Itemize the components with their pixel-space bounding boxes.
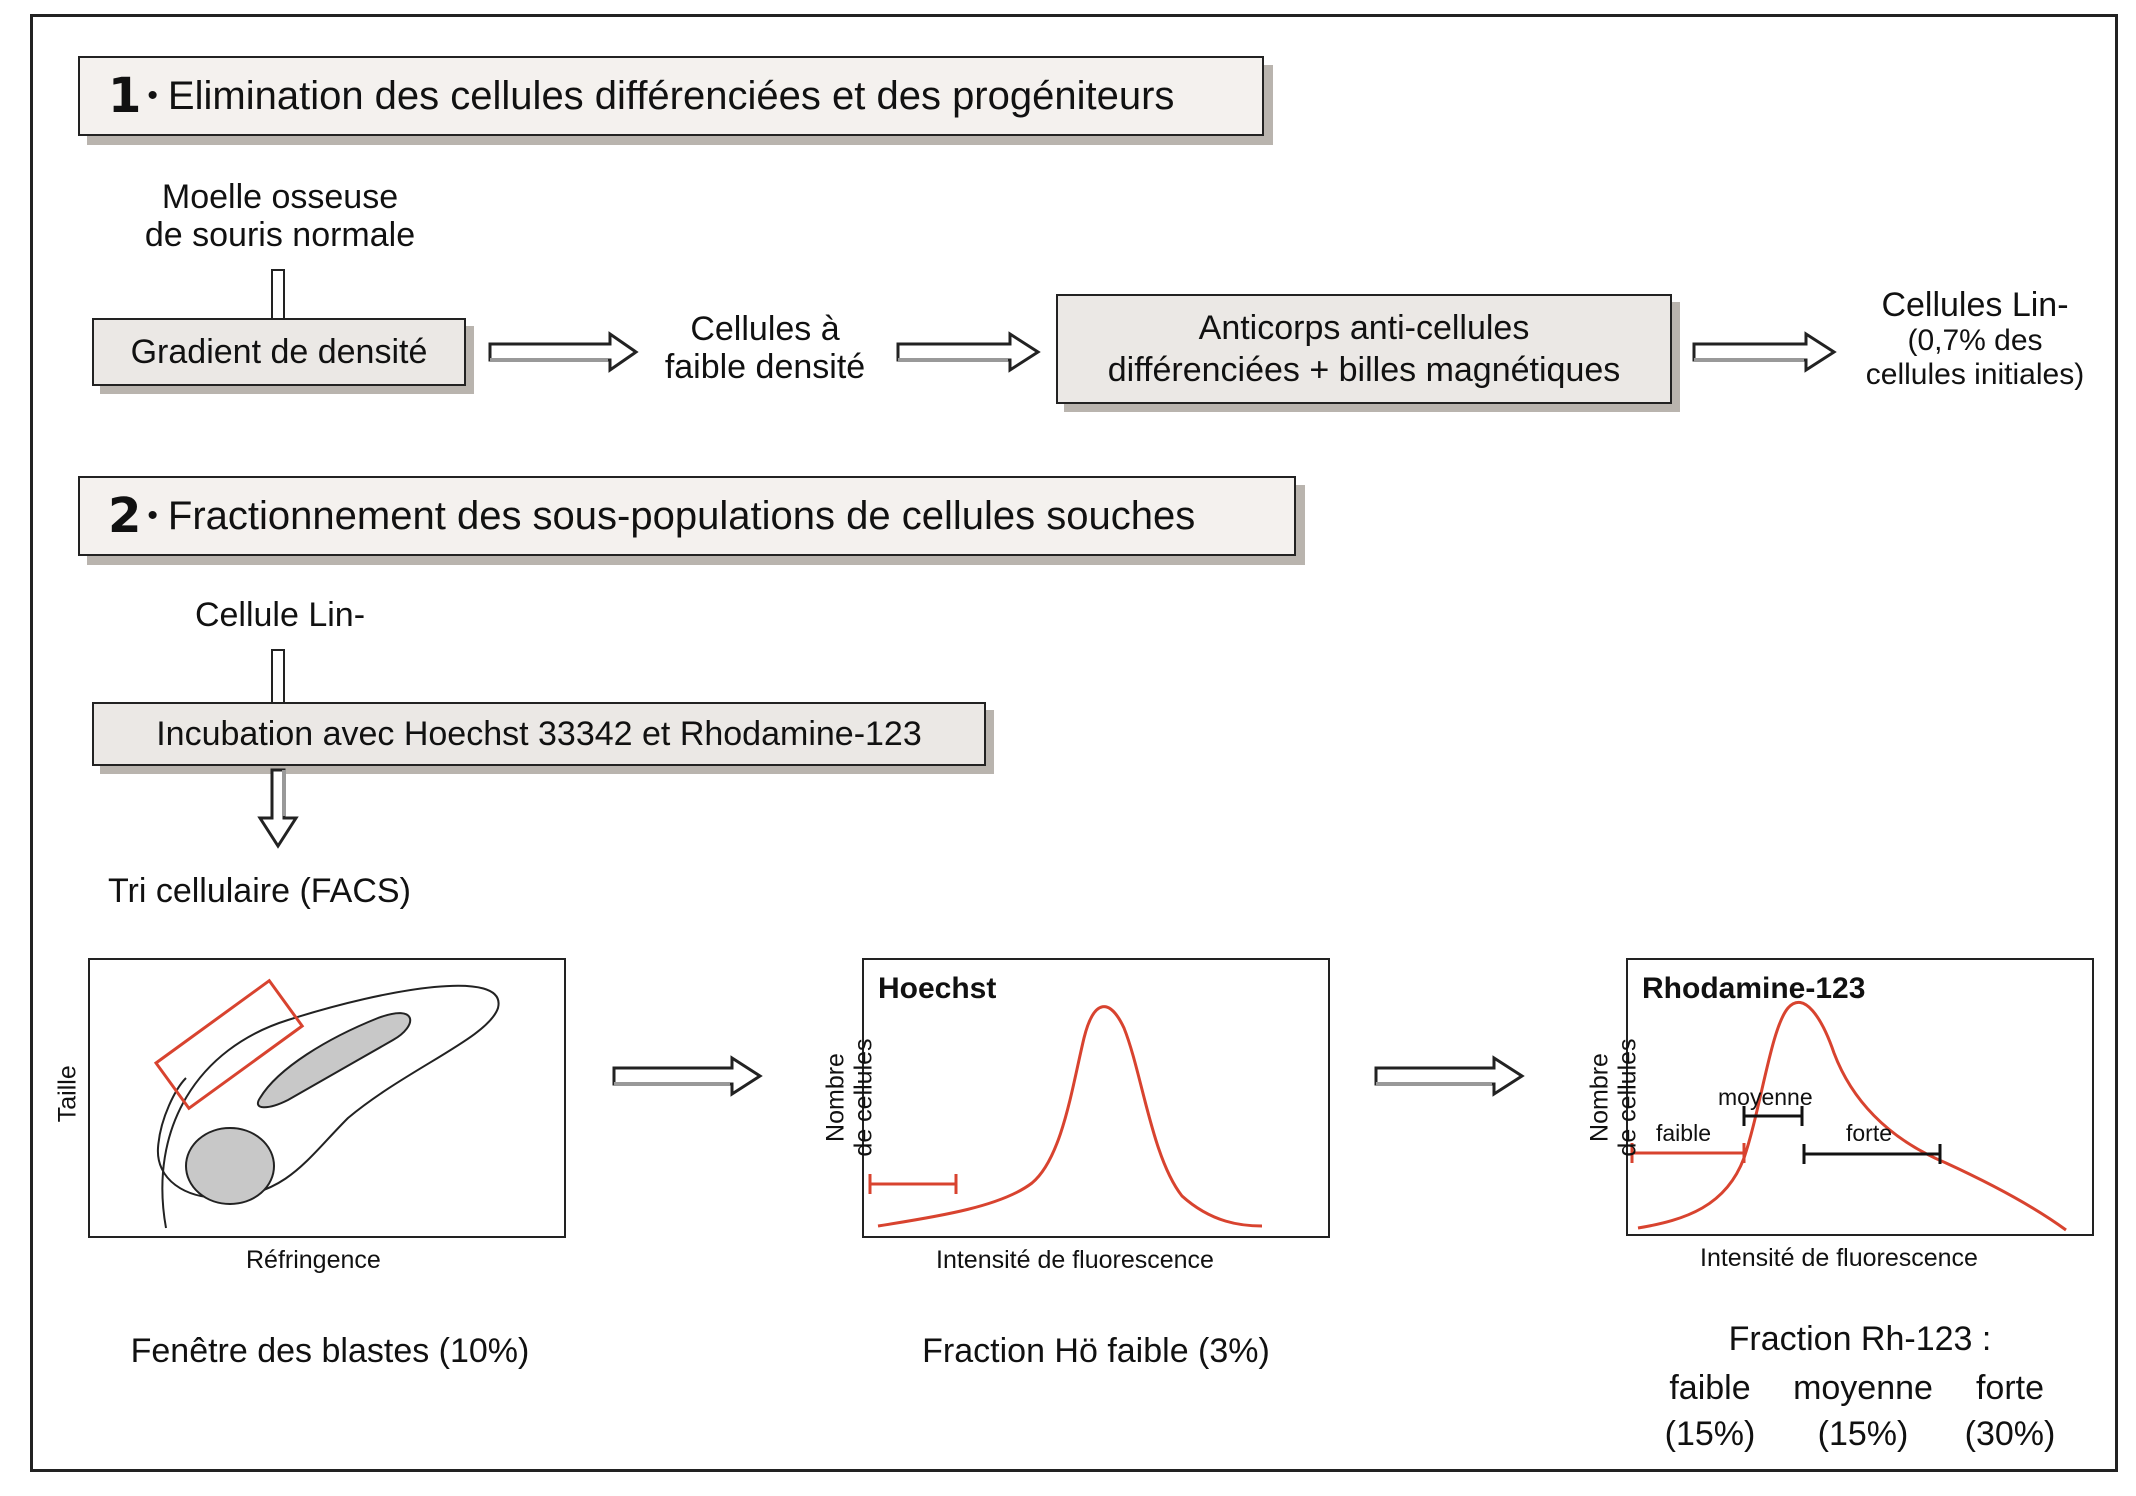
rhodamine-histogram-curve xyxy=(1638,1002,2066,1230)
hoechst-title: Hoechst xyxy=(878,972,997,1005)
hoechst-ylabel-line2: de cellules xyxy=(849,1038,877,1157)
caption-forte-value: (30%) xyxy=(1964,1414,2056,1453)
gate-forte-label: forte xyxy=(1846,1120,1893,1146)
step1-title: Elimination des cellules différenciées et des progéniteurs xyxy=(167,73,1175,118)
rhodamine-ylabel-line2: de cellules xyxy=(1613,1038,1641,1157)
bullet-dot: • xyxy=(147,499,158,532)
caption-forte-label: forte xyxy=(1975,1369,2045,1407)
rhodamine-ylabel-line1: Nombre xyxy=(1585,1053,1614,1142)
bullet-dot: • xyxy=(147,79,158,112)
antibody-line1: Anticorps anti-cellules xyxy=(1198,308,1530,347)
scatter-plot-drawing xyxy=(88,958,566,1238)
rhodamine-caption-forte xyxy=(1950,1366,2070,1458)
connector-source-to-incubation xyxy=(270,650,290,710)
rhodamine-ylabel xyxy=(1587,1028,1642,1168)
step2-title: Fractionnement des sous-populations de cellules souches xyxy=(167,493,1196,538)
rhodamine-drawing xyxy=(1626,958,2094,1236)
intermediate-line1: Cellules à xyxy=(690,310,840,348)
hoechst-ylabel-line1: Nombre xyxy=(821,1053,850,1142)
result-detail-line1: (0,7% des xyxy=(1907,324,2043,358)
lymphocyte-population xyxy=(186,1128,274,1204)
rhodamine-caption-faible xyxy=(1650,1366,1770,1458)
incubation-box xyxy=(92,702,986,766)
step2-number: 2 xyxy=(108,488,140,544)
step1-source-line1: Moelle osseuse xyxy=(161,178,399,216)
step1-source-line2: de souris normale xyxy=(144,216,416,255)
caption-faible-label: faible xyxy=(1669,1369,1751,1407)
density-gradient-box xyxy=(92,318,466,386)
blast-population xyxy=(258,1013,410,1107)
gate-forte-bar xyxy=(1804,1144,1940,1164)
arrow-right-icon xyxy=(490,332,640,372)
step1-number: 1 xyxy=(108,68,140,124)
hoechst-ylabel xyxy=(823,1028,878,1168)
antibody-beads-box xyxy=(1056,294,1672,404)
connector-source-to-box1 xyxy=(270,270,290,320)
hoechst-histogram-curve xyxy=(878,1007,1262,1226)
step1-source xyxy=(110,178,450,254)
hoechst-caption: Fraction Hö faible (3%) xyxy=(922,1332,1270,1370)
rhodamine-caption-title: Fraction Rh-123 : xyxy=(1728,1320,1992,1358)
scatter-caption: Fenêtre des blastes (10%) xyxy=(130,1332,530,1370)
arrow-right-icon xyxy=(1694,332,1844,372)
hoechst-xlabel: Intensité de fluorescence xyxy=(936,1246,1214,1274)
result-title: Cellules Lin- xyxy=(1881,286,2069,324)
intermediate-line2: faible densité xyxy=(664,348,866,387)
gate-moyenne-label: moyenne xyxy=(1718,1084,1813,1110)
facs-sort-label: Tri cellulaire (FACS) xyxy=(108,872,411,910)
lin-minus-result xyxy=(1840,286,2110,391)
arrow-right-icon xyxy=(898,332,1048,372)
arrow-right-icon xyxy=(1376,1056,1526,1096)
caption-faible-value: (15%) xyxy=(1664,1414,1756,1453)
caption-moyenne-value: (15%) xyxy=(1817,1414,1909,1453)
rhodamine-title: Rhodamine-123 xyxy=(1642,972,1866,1005)
hoechst-drawing xyxy=(862,958,1330,1238)
step2-header xyxy=(78,476,1296,556)
arrow-right-icon xyxy=(614,1056,764,1096)
rhodamine-caption-moyenne xyxy=(1778,1366,1948,1458)
incubation-label: Incubation avec Hoechst 33342 et Rhodamine-123 xyxy=(156,714,922,753)
step2-source: Cellule Lin- xyxy=(194,596,366,634)
scatter-xlabel: Réfringence xyxy=(246,1246,381,1274)
result-detail-line2: cellules initiales) xyxy=(1865,357,2085,391)
scatter-ylabel: Taille xyxy=(53,1065,82,1123)
antibody-line2: différenciées + billes magnétiques xyxy=(1107,351,1621,389)
step1-header xyxy=(78,56,1264,136)
gate-faible-label: faible xyxy=(1656,1120,1711,1146)
rhodamine-xlabel: Intensité de fluorescence xyxy=(1700,1244,1978,1272)
intermediate-cells xyxy=(640,310,890,386)
hoechst-low-gate xyxy=(870,1174,956,1194)
density-gradient-label: Gradient de densité xyxy=(130,332,428,371)
arrow-down-icon xyxy=(254,770,304,850)
caption-moyenne-label: moyenne xyxy=(1793,1369,1933,1407)
